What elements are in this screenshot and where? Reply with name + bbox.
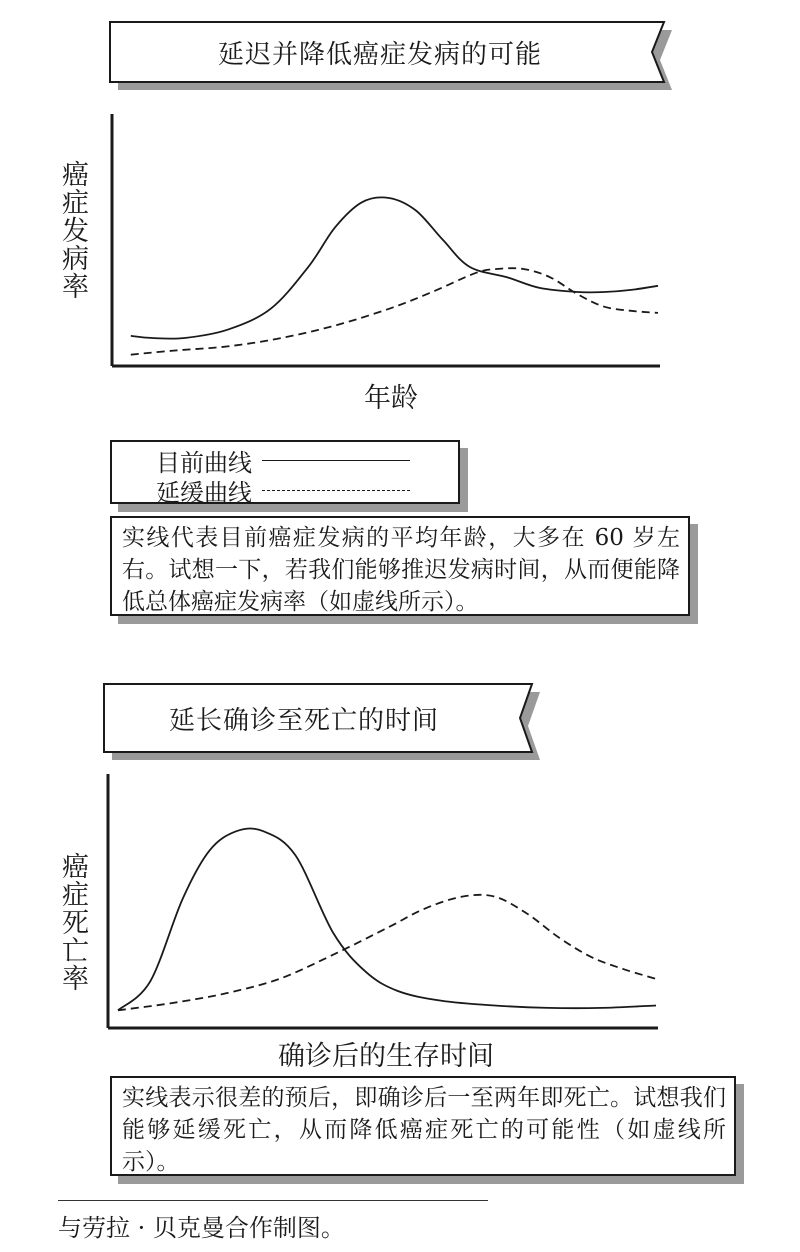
footer-divider — [58, 1200, 488, 1201]
chart1-legend — [110, 440, 460, 507]
chart1-x-axis-label: 年龄 — [364, 383, 418, 414]
chart1-note — [110, 516, 690, 616]
chart1-title-banner — [110, 22, 666, 86]
chart2-title: 延长确诊至死亡的时间 — [168, 705, 439, 736]
chart2-plot — [40, 770, 680, 1032]
chart1-note-text: 实线代表目前癌症发病的平均年龄，大多在 60 岁左右。试想一下，若我们能够推迟发病时间，从而便能降低总体癌症发病率（如虚线所示）。 — [122, 525, 680, 615]
credit-line: 与劳拉 · 贝克曼合作制图。 — [58, 1214, 345, 1242]
legend-label-delayed: 延缓曲线 — [156, 479, 252, 507]
chart2 — [40, 770, 680, 1070]
chart2-series-solid-line — [118, 828, 656, 1010]
chart2-note — [110, 1076, 736, 1176]
chart1-y-axis-label: 癌症发病率 — [57, 160, 88, 300]
chart1 — [40, 100, 680, 420]
chart2-y-axis-label: 癌症死亡率 — [57, 852, 88, 992]
chart1-series-solid-line — [131, 197, 658, 338]
chart2-title-banner — [104, 684, 534, 756]
chart2-note-text: 实线表示很差的预后，即确诊后一至两年即死亡。试想我们能够延缓死亡，从而降低癌症死亡的可能性（如虚线所示）。 — [122, 1085, 726, 1175]
legend-label-current: 目前曲线 — [156, 449, 252, 477]
legend-dashed-line-icon — [262, 490, 410, 491]
chart2-x-axis-label: 确诊后的生存时间 — [278, 1041, 494, 1072]
chart2-series-dashed-line — [118, 895, 656, 1011]
chart1-plot — [40, 100, 680, 380]
chart1-title: 延迟并降低癌症发病的可能 — [217, 39, 542, 70]
legend-entry-delayed — [156, 473, 410, 508]
chart1-series-dashed-line — [131, 268, 658, 355]
legend-solid-line-icon — [262, 460, 410, 461]
